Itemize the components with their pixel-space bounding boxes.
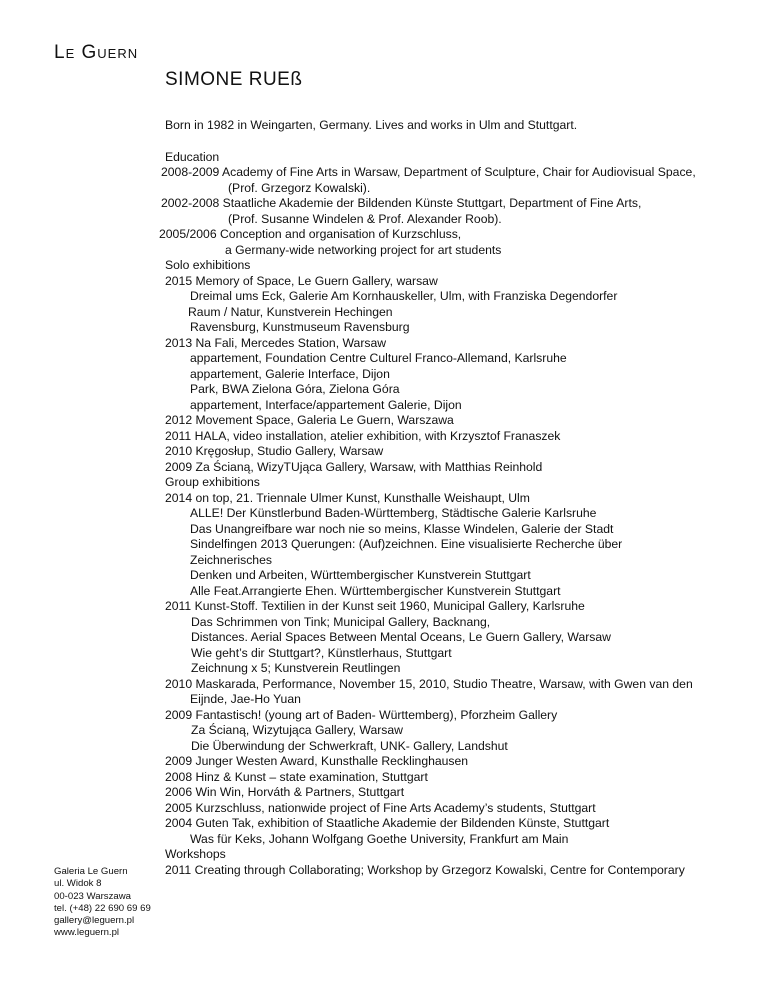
artist-name: SIMONE RUEß — [165, 69, 303, 90]
list-item: 2009 Fantastisch! (young art of Baden- Württemberg), Pforzheim Gallery — [165, 707, 558, 722]
cv-content — [159, 118, 765, 878]
list-item: Alle Feat.Arrangierte Ehen. Württembergischer Kunstverein Stuttgart — [190, 583, 561, 598]
list-item: Was für Keks, Johann Wolfgang Goethe University, Frankfurt am Main — [190, 831, 569, 846]
list-item: 2008-2009 Academy of Fine Arts in Warsaw, Department of Sculpture, Chair for Audiovisual Space, — [161, 165, 696, 179]
list-item: Distances. Aerial Spaces Between Mental Oceans, Le Guern Gallery, Warsaw — [191, 630, 611, 644]
list-item: Zeichnerisches — [190, 552, 272, 567]
list-item: 2011 HALA, video installation, atelier exhibition, with Krzysztof Franaszek — [165, 428, 561, 443]
solo-heading: Solo exhibitions — [165, 258, 251, 272]
group-exhibitions-section — [165, 475, 765, 847]
list-item: 2002-2008 Staatliche Akademie der Bildenden Künste Stuttgart, Department of Fine Arts, — [161, 196, 642, 210]
list-item: Ravensburg, Kunstmuseum Ravensburg — [190, 320, 410, 334]
contact-line: ul. Widok 8 — [54, 878, 102, 890]
list-item: 2011 Creating through Collaborating; Workshop by Grzegorz Kowalski, Centre for Contemporary — [165, 862, 685, 877]
list-item: Sindelfingen 2013 Querungen: (Auf)zeichnen. Eine visualisierte Recherche über — [190, 537, 623, 551]
list-item: Das Schrimmen von Tink; Municipal Gallery, Backnang, — [191, 614, 491, 629]
contact-email: gallery@leguern.pl — [54, 915, 135, 927]
list-item: appartement, Foundation Centre Culturel Franco-Allemand, Karlsruhe — [190, 351, 567, 365]
list-item: Die Überwindung der Schwerkraft, UNK- Gallery, Landshut — [191, 738, 508, 753]
list-item: Denken und Arbeiten, Württembergischer Kunstverein Stuttgart — [190, 568, 531, 582]
list-item: 2006 Win Win, Horváth & Partners, Stuttgart — [165, 785, 405, 799]
list-item: 2005 Kurzschluss, nationwide project of Fine Arts Academy’s students, Stuttgart — [165, 800, 596, 815]
list-item: Raum / Natur, Kunstverein Hechingen — [188, 304, 393, 319]
list-item: Wie geht’s dir Stuttgart?, Künstlerhaus, Stuttgart — [191, 645, 452, 660]
list-item: Zeichnung x 5; Kunstverein Reutlingen — [191, 661, 401, 675]
list-item: 2005/2006 Conception and organisation of Kurzschluss, — [159, 227, 462, 241]
list-item: 2010 Maskarada, Performance, November 15, 2010, Studio Theatre, Warsaw, with Gwen van den — [165, 676, 693, 691]
contact-line: Galeria Le Guern — [54, 866, 128, 877]
solo-exhibitions-section — [165, 258, 765, 475]
list-item: Eijnde, Jae-Ho Yuan — [190, 692, 301, 706]
list-item: 2009 Za Ścianą, WizyTUjąca Gallery, Warsaw, with Matthias Reinhold — [165, 459, 543, 474]
education-heading: Education — [165, 149, 220, 164]
list-item: 2009 Junger Westen Award, Kunsthalle Recklinghausen — [165, 754, 469, 768]
list-item: Dreimal ums Eck, Galerie Am Kornhauskeller, Ulm, with Franziska Degendorfer — [190, 289, 618, 303]
list-item: (Prof. Susanne Windelen & Prof. Alexander Roob). — [228, 211, 502, 226]
list-item: 2011 Kunst-Stoff. Textilien in der Kunst seit 1960, Municipal Gallery, Karlsruhe — [165, 599, 585, 613]
list-item: Das Unangreifbare war noch nie so meins, Klasse Windelen, Galerie der Stadt — [190, 521, 614, 536]
gallery-contact — [54, 866, 151, 940]
contact-website: www.leguern.pl — [54, 927, 120, 939]
list-item: Park, BWA Zielona Góra, Zielona Góra — [190, 382, 400, 396]
workshops-section — [165, 847, 765, 878]
list-item: 2012 Movement Space, Galeria Le Guern, Warszawa — [165, 413, 454, 427]
list-item: a Germany-wide networking project for art students — [225, 242, 502, 257]
education-section — [159, 149, 765, 259]
workshops-heading: Workshops — [165, 847, 226, 861]
list-item: appartement, Galerie Interface, Dijon — [190, 366, 390, 381]
contact-line: 00-023 Warszawa — [54, 890, 131, 902]
contact-line: tel. (+48) 22 690 69 69 — [54, 902, 151, 914]
list-item: 2010 Kręgosłup, Studio Gallery, Warsaw — [165, 444, 384, 458]
list-item: 2014 on top, 21. Triennale Ulmer Kunst, Kunsthalle Weishaupt, Ulm — [165, 490, 530, 505]
group-heading: Group exhibitions — [165, 475, 260, 489]
list-item: 2015 Memory of Space, Le Guern Gallery, warsaw — [165, 273, 438, 288]
list-item: (Prof. Grzegorz Kowalski). — [228, 180, 371, 195]
intro-text: Born in 1982 in Weingarten, Germany. Lives and works in Ulm and Stuttgart. — [165, 118, 578, 132]
list-item: 2013 Na Fali, Mercedes Station, Warsaw — [165, 335, 387, 350]
list-item: Za Ścianą, Wizytująca Gallery, Warsaw — [191, 723, 403, 737]
gallery-logo: Le Guern — [54, 42, 139, 63]
list-item: appartement, Interface/appartement Galerie, Dijon — [190, 397, 462, 412]
list-item: 2008 Hinz & Kunst – state examination, Stuttgart — [165, 769, 428, 784]
list-item: ALLE! Der Künstlerbund Baden-Württemberg, Städtische Galerie Karlsruhe — [190, 506, 597, 520]
list-item: 2004 Guten Tak, exhibition of Staatliche Akademie der Bildenden Künste, Stuttgart — [165, 816, 610, 830]
